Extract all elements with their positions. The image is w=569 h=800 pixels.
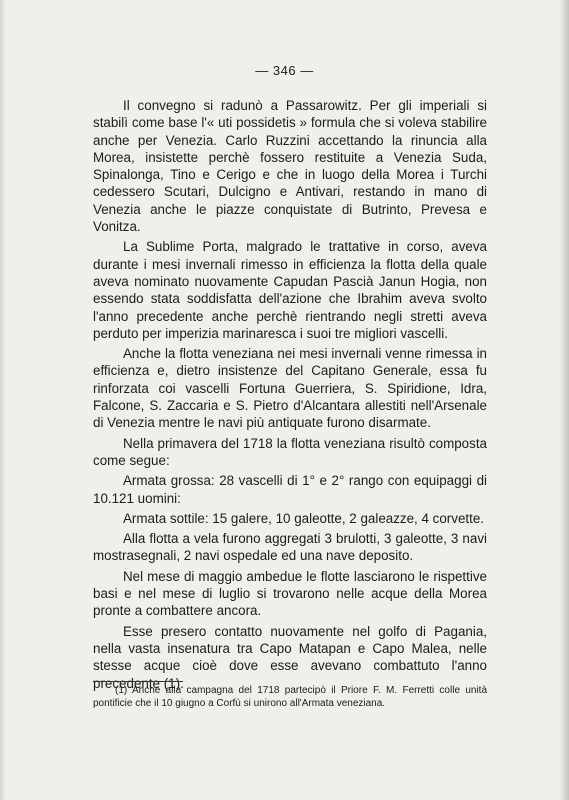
footnote	[93, 684, 487, 710]
footnote-divider	[93, 681, 183, 682]
paragraph-7: Alla flotta a vela furono aggregati 3 brulotti, 3 galeotte, 3 navi mostrasegnali, 2 navi ospedale ed una nave deposito.	[93, 531, 487, 564]
footnote-text: (1) Anche alla campagna del 1718 partecipò il Priore F. M. Ferretti colle unità pontificie che il 10 giugno a Corfù si unirono all'Armata veneziana.	[93, 685, 487, 709]
paragraph-8: Nel mese di maggio ambedue le flotte lasciarono le rispettive basi e nel mese di luglio si trovarono nelle acque della Morea pronte a combattere ancora.	[93, 568, 487, 619]
paragraph-3: Anche la flotta veneziana nei mesi invernali venne rimessa in efficienza e, dietro insistenze del Capitano Generale, essa fu rinforzata coi vascelli Fortuna Guerriera, S. Spiridione, Idra, Falcone, S. Zaccaria e S. Pietro d'Alcantara allestiti nell'Arsenale di Venezia mentre le navi più antiquate furono disarmate.	[93, 346, 487, 431]
paragraph-9: Esse presero contatto nuovamente nel golfo di Pagania, nella vasta insenatura tra Capo Matapan e Capo Malea, nelle stesse acque cioè dove esse avevano combattuto l'anno precedente (1).	[93, 623, 487, 691]
page-number: — 346 —	[255, 63, 314, 78]
paragraph-1: Il convegno si radunò a Passarowitz. Per gli imperiali si stabilì come base l'« uti possidetis » formula che si voleva stabilire anche per Venezia. Carlo Ruzzini accettando la rinuncia alla Morea, insistette perchè fossero restituite a Venezia Suda, Spinalonga, Tino e Cerigo e che in luogo della Morea i Turchi cedessero Scutari, Dulcigno e Antivari, restando in mano di Venezia anche le piazze conquistate di Butrinto, Prevesa e Vonitza.	[93, 98, 487, 235]
paragraph-2: La Sublime Porta, malgrado le trattative in corso, aveva durante i mesi invernali rimesso in efficienza la flotta della quale aveva nominato nuovamente Capudan Pascià Janun Hogia, non essendo stata soddisfatta dell'azione che Ibrahim aveva svolto l'anno precedente anche perchè rientrando negli stretti aveva perduto per imperizia marinaresca i suoi tre migliori vascelli.	[93, 239, 487, 341]
body-text	[93, 97, 487, 692]
paragraph-4: Nella primavera del 1718 la flotta veneziana risultò composta come segue:	[93, 435, 487, 468]
paragraph-armata-grossa: Armata grossa: 28 vascelli di 1° e 2° rango con equipaggi di 10.121 uomini:	[93, 473, 487, 506]
page-left-shadow	[0, 0, 6, 800]
paragraph-armata-sottile: Armata sottile: 15 galere, 10 galeotte, 2 galeazze, 4 corvette.	[123, 510, 485, 526]
page-edge-shadow	[559, 0, 569, 800]
